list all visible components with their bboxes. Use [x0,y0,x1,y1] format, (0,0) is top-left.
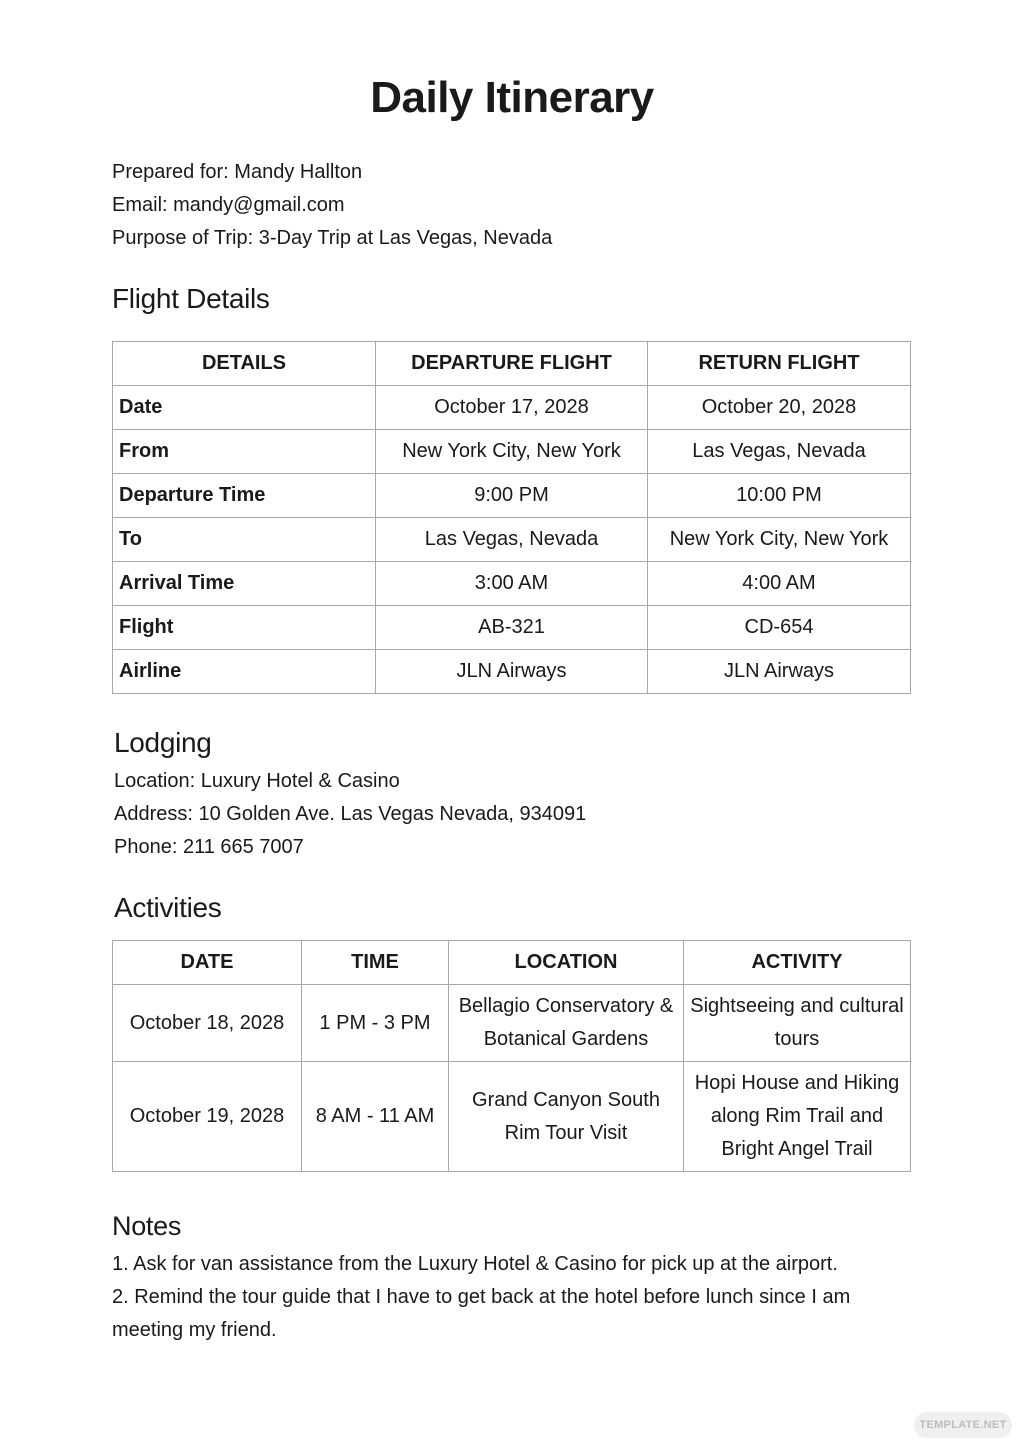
table-row [113,985,911,1062]
column-header: ACTIVITY [684,941,911,985]
column-header: LOCATION [449,941,684,985]
table-row [113,474,911,518]
activity-date: October 19, 2028 [113,1062,302,1172]
column-header: DEPARTURE FLIGHT [376,342,648,386]
activity-date: October 18, 2028 [113,985,302,1062]
row-label: Airline [113,650,376,694]
return-cell: Las Vegas, Nevada [648,430,911,474]
table-row [113,650,911,694]
departure-cell: JLN Airways [376,650,648,694]
return-cell: 10:00 PM [648,474,911,518]
column-header: RETURN FLIGHT [648,342,911,386]
departure-cell: Las Vegas, Nevada [376,518,648,562]
departure-cell: October 17, 2028 [376,386,648,430]
lodging-address: Address: 10 Golden Ave. Las Vegas Nevada, 934091 [114,803,587,825]
purpose-line: Purpose of Trip: 3-Day Trip at Las Vegas, Nevada [112,227,553,249]
column-header: DETAILS [113,342,376,386]
row-label: Date [113,386,376,430]
table-row [113,1062,911,1172]
table-row [113,562,911,606]
column-header: DATE [113,941,302,985]
return-cell: JLN Airways [648,650,911,694]
notes-heading: Notes [112,1211,182,1241]
table-row [113,518,911,562]
prepared-for-line: Prepared for: Mandy Hallton [112,161,363,183]
return-cell: New York City, New York [648,518,911,562]
return-cell: CD-654 [648,606,911,650]
flight-details-table [112,341,911,694]
row-label: From [113,430,376,474]
note-item: 2. Remind the tour guide that I have to get back at the hotel before lunch since I am meeting my friend. [112,1286,851,1341]
page-title: Daily Itinerary [370,73,654,122]
return-cell: October 20, 2028 [648,386,911,430]
departure-cell: New York City, New York [376,430,648,474]
lodging-heading: Lodging [114,727,212,758]
notes-list [112,1248,912,1347]
activity-description: Hopi House and Hiking along Rim Trail and Bright Angel Trail [684,1062,911,1172]
activity-location: Bellagio Conservatory & Botanical Gardens [449,985,684,1062]
table-header-row [113,941,911,985]
activities-table [112,940,911,1172]
lodging-location: Location: Luxury Hotel & Casino [114,770,400,792]
row-label: To [113,518,376,562]
email-line: Email: mandy@gmail.com [112,194,345,216]
activities-heading: Activities [114,892,222,923]
departure-cell: AB-321 [376,606,648,650]
column-header: TIME [302,941,449,985]
lodging-phone: Phone: 211 665 7007 [114,836,304,858]
note-item: 1. Ask for van assistance from the Luxury Hotel & Casino for pick up at the airport. [112,1253,838,1275]
activity-description: Sightseeing and cultural tours [684,985,911,1062]
activity-location: Grand Canyon South Rim Tour Visit [449,1062,684,1172]
departure-cell: 9:00 PM [376,474,648,518]
table-row [113,606,911,650]
table-row [113,430,911,474]
trip-info [112,156,552,255]
activity-time: 8 AM - 11 AM [302,1062,449,1172]
row-label: Flight [113,606,376,650]
row-label: Departure Time [113,474,376,518]
row-label: Arrival Time [113,562,376,606]
table-row [113,386,911,430]
watermark-badge: TEMPLATE.NET [914,1412,1012,1438]
flight-details-heading: Flight Details [112,283,270,314]
activity-time: 1 PM - 3 PM [302,985,449,1062]
return-cell: 4:00 AM [648,562,911,606]
departure-cell: 3:00 AM [376,562,648,606]
lodging-info [114,765,586,864]
table-header-row [113,342,911,386]
